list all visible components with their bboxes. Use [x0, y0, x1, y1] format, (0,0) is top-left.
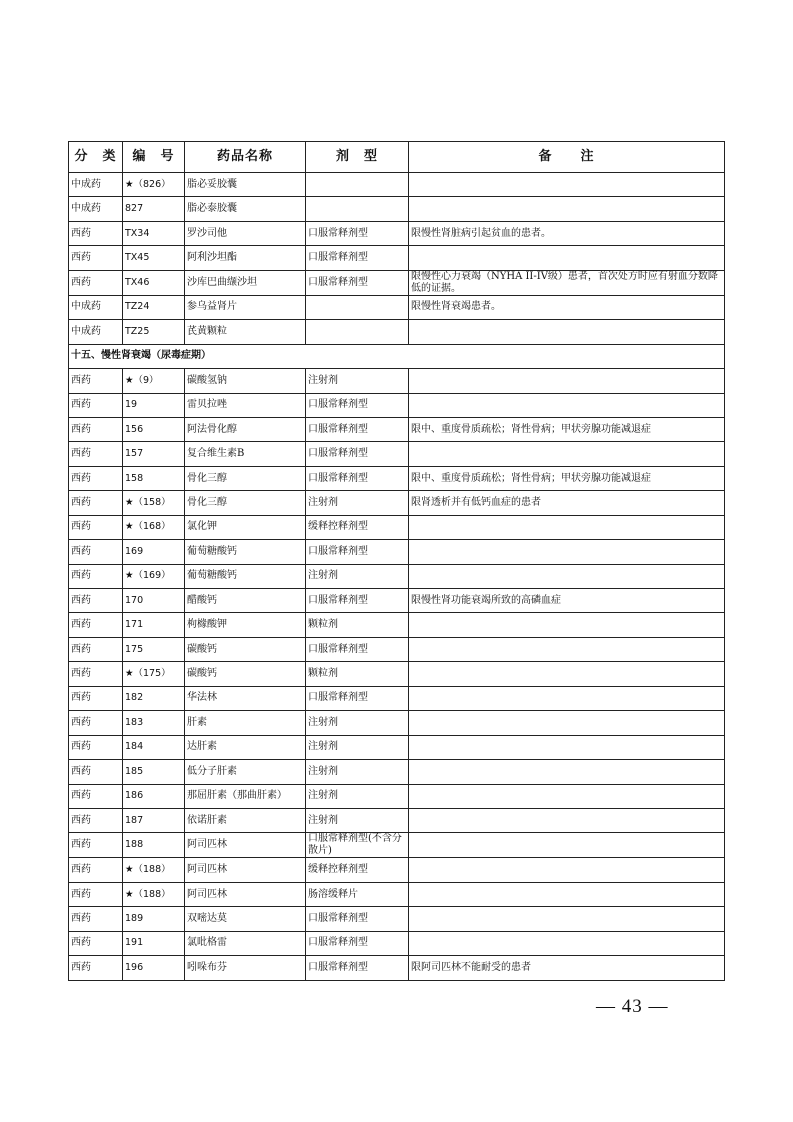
header-code: 编 号: [123, 142, 185, 173]
drug-name-cell: 参乌益肾片: [185, 295, 306, 319]
dosage-form-cell: 缓释控释剂型: [306, 515, 409, 539]
category-cell: 西药: [69, 369, 123, 393]
code-cell: TZ24: [123, 295, 185, 319]
drug-name-cell: 芪黄颗粒: [185, 320, 306, 344]
table-row: [69, 295, 725, 319]
drug-name-cell: 华法林: [185, 686, 306, 710]
category-cell: 中成药: [69, 173, 123, 197]
category-cell: 西药: [69, 784, 123, 808]
category-cell: 西药: [69, 662, 123, 686]
remarks-cell: [409, 540, 725, 564]
dosage-form-cell: 口服常释剂型: [306, 589, 409, 613]
table-row: [69, 686, 725, 710]
drug-name-cell: 氯化钾: [185, 515, 306, 539]
table-row: [69, 784, 725, 808]
table-row: [69, 540, 725, 564]
category-cell: 中成药: [69, 197, 123, 221]
table-row: [69, 221, 725, 245]
drug-name-cell: 阿司匹林: [185, 858, 306, 882]
table-row: [69, 735, 725, 759]
dosage-form-cell: 肠溶缓释片: [306, 882, 409, 906]
table-row: [69, 442, 725, 466]
drug-name-cell: 碳酸氢钠: [185, 369, 306, 393]
remarks-cell: [409, 637, 725, 661]
page-number: — 43 —: [596, 996, 669, 1017]
code-cell: TX34: [123, 221, 185, 245]
drug-list-table: [68, 141, 725, 981]
remarks-cell: [409, 907, 725, 931]
category-cell: 西药: [69, 931, 123, 955]
remarks-cell: [409, 760, 725, 784]
drug-name-cell: 雷贝拉唑: [185, 393, 306, 417]
remarks-cell: [409, 858, 725, 882]
code-cell: 19: [123, 393, 185, 417]
remarks-cell: [409, 808, 725, 832]
table-row: [69, 956, 725, 980]
category-cell: 西药: [69, 515, 123, 539]
header-remarks: 备 注: [409, 142, 725, 173]
category-cell: 西药: [69, 637, 123, 661]
drug-name-cell: 碳酸钙: [185, 662, 306, 686]
code-cell: 185: [123, 760, 185, 784]
table-row: [69, 270, 725, 295]
drug-name-cell: 醋酸钙: [185, 589, 306, 613]
category-cell: 西药: [69, 246, 123, 270]
drug-name-cell: 氯吡格雷: [185, 931, 306, 955]
table-row: [69, 173, 725, 197]
drug-name-cell: 阿司匹林: [185, 882, 306, 906]
table-row: [69, 613, 725, 637]
category-cell: 西药: [69, 735, 123, 759]
code-cell: 187: [123, 808, 185, 832]
category-cell: 西药: [69, 760, 123, 784]
drug-name-cell: 葡萄糖酸钙: [185, 540, 306, 564]
remarks-cell: [409, 197, 725, 221]
code-cell: 182: [123, 686, 185, 710]
category-cell: 西药: [69, 491, 123, 515]
remarks-cell: [409, 246, 725, 270]
code-cell: TZ25: [123, 320, 185, 344]
dosage-form-cell: 口服常释剂型: [306, 540, 409, 564]
drug-name-cell: 沙库巴曲缬沙坦: [185, 270, 306, 295]
dosage-form-cell: [306, 197, 409, 221]
code-cell: 189: [123, 907, 185, 931]
table-row: [69, 637, 725, 661]
dosage-form-cell: 注射剂: [306, 760, 409, 784]
remarks-cell: [409, 735, 725, 759]
table-row: [69, 466, 725, 490]
category-cell: 西药: [69, 442, 123, 466]
drug-name-cell: 阿法骨化醇: [185, 417, 306, 441]
remarks-cell: 限阿司匹林不能耐受的患者: [409, 956, 725, 980]
dosage-form-cell: 颗粒剂: [306, 613, 409, 637]
dosage-form-cell: [306, 295, 409, 319]
header-drug-name: 药品名称: [185, 142, 306, 173]
drug-name-cell: 低分子肝素: [185, 760, 306, 784]
category-cell: 西药: [69, 833, 123, 858]
remarks-cell: 限慢性肾衰竭患者。: [409, 295, 725, 319]
category-cell: 西药: [69, 221, 123, 245]
dosage-form-cell: 缓释控释剂型: [306, 858, 409, 882]
remarks-cell: [409, 515, 725, 539]
table-row: [69, 907, 725, 931]
code-cell: 188: [123, 833, 185, 858]
code-cell: ★（168）: [123, 515, 185, 539]
header-category: 分 类: [69, 142, 123, 173]
dosage-form-cell: 口服常释剂型: [306, 246, 409, 270]
code-cell: 175: [123, 637, 185, 661]
code-cell: 158: [123, 466, 185, 490]
category-cell: 西药: [69, 466, 123, 490]
dosage-form-cell: 口服常释剂型: [306, 907, 409, 931]
code-cell: ★（158）: [123, 491, 185, 515]
remarks-cell: 限慢性心力衰竭（NYHA II-IV级）患者，首次处方时应有射血分数降低的证据。: [409, 270, 725, 295]
table-row: [69, 197, 725, 221]
dosage-form-cell: 注射剂: [306, 711, 409, 735]
dosage-form-cell: [306, 173, 409, 197]
drug-name-cell: 脂必妥胶囊: [185, 173, 306, 197]
table-row: [69, 417, 725, 441]
code-cell: 156: [123, 417, 185, 441]
code-cell: 157: [123, 442, 185, 466]
code-cell: 169: [123, 540, 185, 564]
remarks-cell: [409, 931, 725, 955]
section-heading: 十五、慢性肾衰竭（尿毒症期）: [69, 344, 725, 368]
drug-name-cell: 双嘧达莫: [185, 907, 306, 931]
remarks-cell: [409, 173, 725, 197]
table-row: [69, 931, 725, 955]
dosage-form-cell: 口服常释剂型: [306, 956, 409, 980]
table-row: [69, 491, 725, 515]
code-cell: ★（175）: [123, 662, 185, 686]
category-cell: 西药: [69, 393, 123, 417]
remarks-cell: [409, 882, 725, 906]
code-cell: 196: [123, 956, 185, 980]
dosage-form-cell: 口服常释剂型: [306, 931, 409, 955]
table-row: [69, 760, 725, 784]
drug-name-cell: 那屈肝素（那曲肝素）: [185, 784, 306, 808]
category-cell: 西药: [69, 858, 123, 882]
drug-name-cell: 复合维生素B: [185, 442, 306, 466]
drug-name-cell: 枸橼酸钾: [185, 613, 306, 637]
dosage-form-cell: 口服常释剂型: [306, 686, 409, 710]
drug-name-cell: 肝素: [185, 711, 306, 735]
table-row: [69, 858, 725, 882]
table-header-row: [69, 142, 725, 173]
drug-name-cell: 脂必泰胶囊: [185, 197, 306, 221]
drug-name-cell: 骨化三醇: [185, 466, 306, 490]
table-row: [69, 808, 725, 832]
drug-name-cell: 达肝素: [185, 735, 306, 759]
table-row: [69, 564, 725, 588]
category-cell: 西药: [69, 417, 123, 441]
code-cell: 191: [123, 931, 185, 955]
code-cell: 186: [123, 784, 185, 808]
dosage-form-cell: 颗粒剂: [306, 662, 409, 686]
table-row: [69, 711, 725, 735]
code-cell: 170: [123, 589, 185, 613]
category-cell: 西药: [69, 589, 123, 613]
remarks-cell: [409, 442, 725, 466]
category-cell: 西药: [69, 564, 123, 588]
code-cell: 171: [123, 613, 185, 637]
code-cell: ★（826）: [123, 173, 185, 197]
category-cell: 西药: [69, 270, 123, 295]
remarks-cell: [409, 784, 725, 808]
drug-name-cell: 吲哚布芬: [185, 956, 306, 980]
remarks-cell: [409, 833, 725, 858]
code-cell: TX45: [123, 246, 185, 270]
table-row: [69, 369, 725, 393]
code-cell: ★（188）: [123, 858, 185, 882]
section-heading-row: [69, 344, 725, 368]
category-cell: 中成药: [69, 295, 123, 319]
dosage-form-cell: 口服常释剂型: [306, 393, 409, 417]
table-body: [69, 173, 725, 981]
remarks-cell: [409, 393, 725, 417]
category-cell: 西药: [69, 686, 123, 710]
table-row: [69, 320, 725, 344]
dosage-form-cell: [306, 320, 409, 344]
code-cell: ★（169）: [123, 564, 185, 588]
code-cell: 827: [123, 197, 185, 221]
code-cell: 184: [123, 735, 185, 759]
remarks-cell: 限慢性肾脏病引起贫血的患者。: [409, 221, 725, 245]
drug-name-cell: 依诺肝素: [185, 808, 306, 832]
category-cell: 西药: [69, 956, 123, 980]
remarks-cell: 限中、重度骨质疏松；肾性骨病；甲状旁腺功能减退症: [409, 466, 725, 490]
table-row: [69, 393, 725, 417]
dosage-form-cell: 注射剂: [306, 564, 409, 588]
dosage-form-cell: 口服常释剂型: [306, 221, 409, 245]
dosage-form-cell: 口服常释剂型: [306, 637, 409, 661]
dosage-form-cell: 注射剂: [306, 491, 409, 515]
table-row: [69, 515, 725, 539]
table-row: [69, 246, 725, 270]
remarks-cell: [409, 369, 725, 393]
drug-name-cell: 碳酸钙: [185, 637, 306, 661]
remarks-cell: [409, 320, 725, 344]
category-cell: 中成药: [69, 320, 123, 344]
table-row: [69, 833, 725, 858]
category-cell: 西药: [69, 613, 123, 637]
dosage-form-cell: 口服常释剂型: [306, 466, 409, 490]
remarks-cell: [409, 711, 725, 735]
category-cell: 西药: [69, 711, 123, 735]
code-cell: ★（9）: [123, 369, 185, 393]
dosage-form-cell: 注射剂: [306, 784, 409, 808]
header-dosage-form: 剂 型: [306, 142, 409, 173]
code-cell: ★（188）: [123, 882, 185, 906]
remarks-cell: 限肾透析并有低钙血症的患者: [409, 491, 725, 515]
drug-name-cell: 阿利沙坦酯: [185, 246, 306, 270]
code-cell: TX46: [123, 270, 185, 295]
remarks-cell: 限慢性肾功能衰竭所致的高磷血症: [409, 589, 725, 613]
code-cell: 183: [123, 711, 185, 735]
drug-name-cell: 阿司匹林: [185, 833, 306, 858]
drug-name-cell: 罗沙司他: [185, 221, 306, 245]
drug-name-cell: 葡萄糖酸钙: [185, 564, 306, 588]
dosage-form-cell: 注射剂: [306, 735, 409, 759]
remarks-cell: [409, 613, 725, 637]
dosage-form-cell: 口服常释剂型: [306, 442, 409, 466]
dosage-form-cell: 注射剂: [306, 808, 409, 832]
category-cell: 西药: [69, 808, 123, 832]
category-cell: 西药: [69, 540, 123, 564]
table-row: [69, 589, 725, 613]
dosage-form-cell: 口服常释剂型(不含分散片): [306, 833, 409, 858]
drug-name-cell: 骨化三醇: [185, 491, 306, 515]
table-row: [69, 662, 725, 686]
dosage-form-cell: 注射剂: [306, 369, 409, 393]
dosage-form-cell: 口服常释剂型: [306, 417, 409, 441]
remarks-cell: [409, 564, 725, 588]
table-row: [69, 882, 725, 906]
category-cell: 西药: [69, 907, 123, 931]
dosage-form-cell: 口服常释剂型: [306, 270, 409, 295]
remarks-cell: [409, 686, 725, 710]
remarks-cell: 限中、重度骨质疏松；肾性骨病；甲状旁腺功能减退症: [409, 417, 725, 441]
remarks-cell: [409, 662, 725, 686]
category-cell: 西药: [69, 882, 123, 906]
